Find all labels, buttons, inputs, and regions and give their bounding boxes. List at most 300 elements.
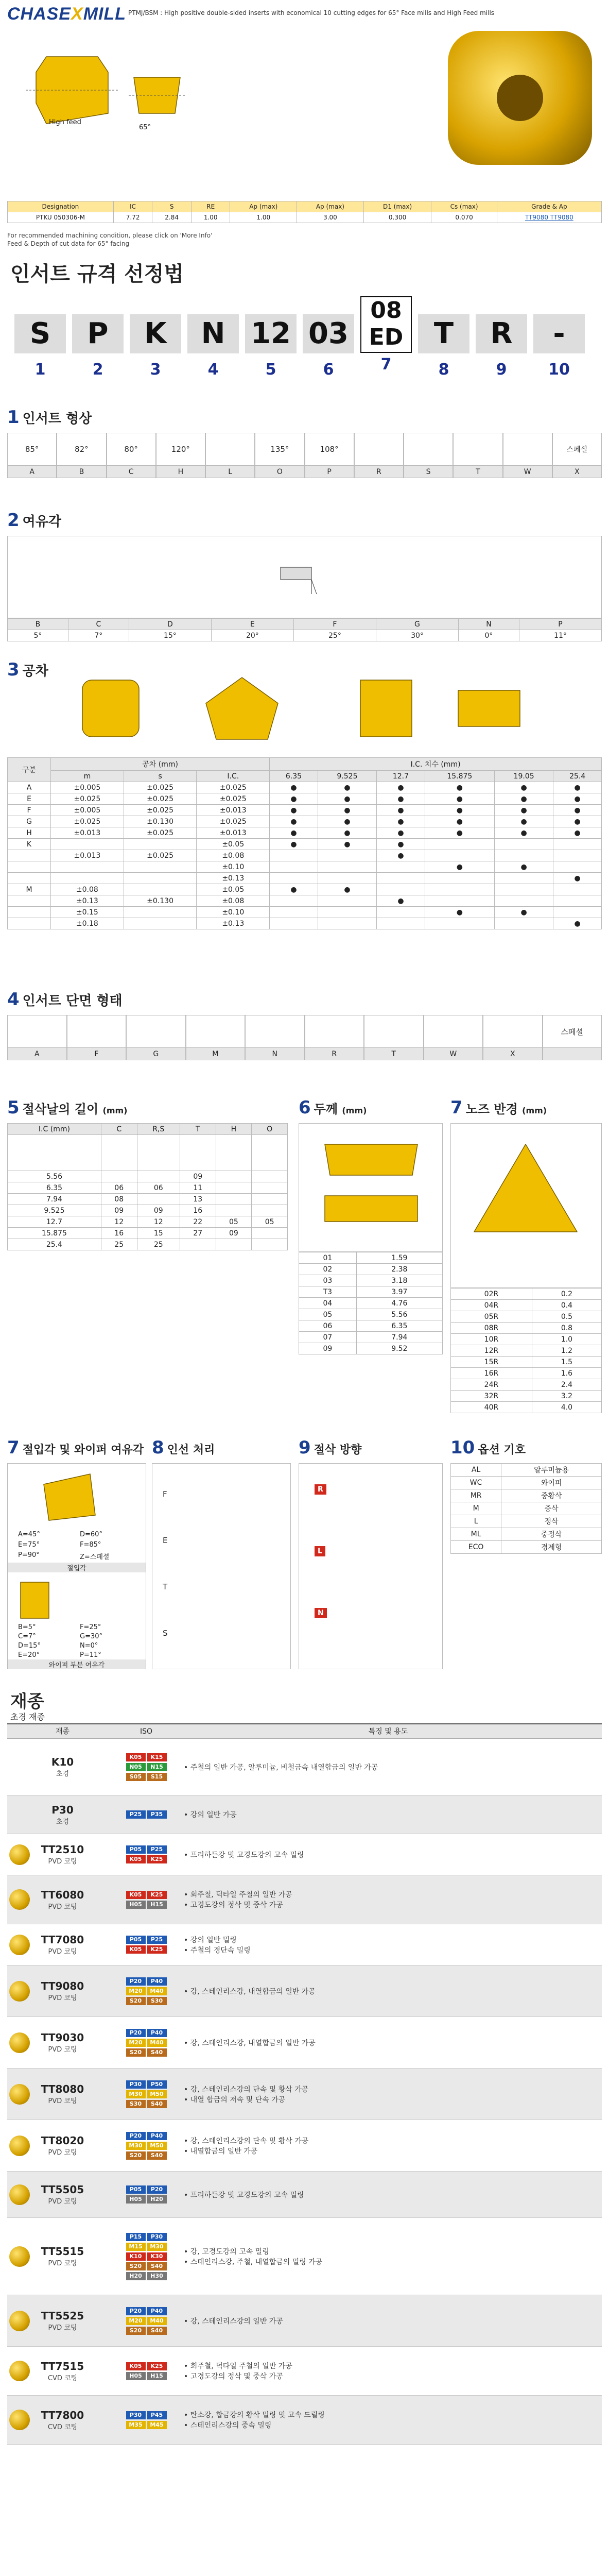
tol-cell (553, 861, 602, 873)
tol-cell: ● (318, 827, 376, 839)
option-cell: 중정삭 (501, 1528, 602, 1541)
grade-desc-line: • 강, 스테인리스강의 단속 및 황삭 가공 (184, 2137, 309, 2145)
code-letter-4: N (187, 314, 239, 353)
clearance-code: N (459, 619, 519, 630)
option-cell: 정삭 (501, 1515, 602, 1528)
tol-cell: ±0.10 (197, 907, 270, 918)
edge-len-cell: 25 (137, 1239, 180, 1250)
code-letter-1: S (14, 314, 66, 353)
edge-len-cell (180, 1239, 216, 1250)
iso-badge: M50 (147, 2142, 167, 2150)
iso-badge: P15 (126, 2233, 146, 2241)
iso-badge: N05 (126, 1763, 146, 1771)
iso-badge: K05 (126, 2362, 146, 2370)
grade-coin-icon (9, 1981, 30, 2002)
tol-row (8, 827, 602, 839)
cut-dir-r (315, 1484, 337, 1495)
tol-cell (494, 895, 553, 907)
nose-radius-cell: 0.5 (532, 1311, 601, 1323)
iso-badge: P40 (147, 2307, 167, 2315)
grade-desc-text: 강, 스테인리스강, 내열합금의 일반 가공 (190, 2039, 316, 2047)
nose-radius-row (451, 1289, 602, 1300)
grade-code: TT5505 (41, 2183, 84, 2196)
grade-row (7, 2172, 602, 2218)
section-type-label: R (305, 1047, 364, 1060)
section-10-title: 10 옵션 기호 (450, 1437, 526, 1458)
edge-len-cell: 9.525 (8, 1205, 101, 1216)
grade-coin-icon (9, 2410, 30, 2430)
tolerance-table (7, 757, 602, 929)
grade-desc-text: 고경도강의 정삭 및 중삭 가공 (190, 1901, 283, 1909)
grade-desc-text: 강, 스테인리스강의 단속 및 황삭 가공 (190, 2137, 309, 2145)
section-type (543, 1015, 602, 1060)
iso-badge: K05 (126, 1945, 146, 1954)
tol-cell: ±0.15 (51, 907, 124, 918)
iso-badge: S40 (147, 2151, 167, 2160)
section-5-title: 5 절삭날의 길이 (mm) (7, 1097, 128, 1118)
iso-badge: M35 (126, 2421, 146, 2429)
grade-desc-text: 강, 스테인리스강, 내열합금의 일반 가공 (190, 1987, 316, 1996)
shape-label-x: X (553, 465, 601, 478)
section-shape-row (7, 1015, 602, 1060)
high-feed-label: High feed (49, 118, 81, 126)
grade-desc-line: • 강의 일반 가공 (184, 1811, 237, 1819)
grade-row (7, 1924, 602, 1965)
shape-label-l: L (206, 465, 254, 478)
iso-badge: P45 (147, 2411, 167, 2419)
thickness-row (299, 1320, 443, 1332)
iso-badge: M15 (126, 2243, 146, 2251)
grade-row (7, 2218, 602, 2295)
tol-cell: ● (494, 861, 553, 873)
shape-angle-b: 82° (75, 445, 89, 454)
tol-cell (124, 861, 197, 873)
grade-coin-icon (9, 1844, 30, 1865)
grade-desc-line: • 스테인리스강의 중속 밀링 (184, 2421, 272, 2430)
iso-badge: M30 (147, 2243, 167, 2251)
tol-cell (8, 907, 51, 918)
tol-cell: ● (494, 805, 553, 816)
tol-cell: ● (270, 805, 318, 816)
iso-badge: P35 (147, 1810, 167, 1819)
thickness-cell: 9.52 (356, 1343, 442, 1354)
grade-desc (175, 2069, 602, 2120)
shape-label-b: B (57, 465, 106, 478)
tol-cell: ±0.025 (124, 793, 197, 805)
tol-cell (318, 907, 376, 918)
iso-badge: K25 (147, 1855, 167, 1863)
grade-row (7, 1875, 602, 1924)
thickness-cell: 3.18 (356, 1275, 442, 1286)
iso-badge: S20 (126, 2151, 146, 2160)
code-number-7: 7 (380, 355, 392, 374)
clearance-code: E (211, 619, 293, 630)
tol-cell (51, 861, 124, 873)
edge-len-cell: 16 (180, 1205, 216, 1216)
tol-cell: ● (270, 839, 318, 850)
edge-len-cell (216, 1171, 252, 1182)
nose-radius-cell: 04R (451, 1300, 532, 1311)
edge-prep-label: S (163, 1629, 168, 1638)
iso-badge: P20 (126, 2132, 146, 2140)
shape-t (453, 433, 502, 478)
tol-header: 공차 (mm) (51, 758, 270, 771)
tol-cell: ±0.13 (197, 918, 270, 929)
tol-subheader: 6.35 (270, 771, 318, 782)
tol-cell: ±0.05 (197, 839, 270, 850)
option-cell: 중황삭 (501, 1489, 602, 1502)
tol-cell: M (8, 884, 51, 895)
shape-label-t: T (454, 465, 502, 478)
tol-subheader: 19.05 (494, 771, 553, 782)
iso-badge: P30 (126, 2411, 146, 2419)
grade-name (7, 2347, 118, 2395)
grade-desc-line: • 강의 일반 밀링 (184, 1936, 237, 1944)
nose-radius-cell: 40R (451, 1402, 532, 1413)
thickness-cell: 07 (299, 1332, 357, 1343)
iso-badge: M40 (147, 1987, 167, 1995)
grade-desc-line: • 강, 스테인리스강, 내열합금의 일반 가공 (184, 2039, 316, 2047)
insert-photo (448, 31, 592, 165)
grade-iso (118, 1795, 175, 1834)
shape-p-icon (320, 445, 339, 454)
tol-cell: K (8, 839, 51, 850)
edge-len-cell: 7.94 (8, 1194, 101, 1205)
grade-iso (118, 2396, 175, 2444)
grade-row (7, 2120, 602, 2172)
nose-radius-box (450, 1123, 602, 1288)
thickness-row (299, 1298, 443, 1309)
option-cell: MR (451, 1489, 501, 1502)
section-type-label: F (67, 1047, 126, 1060)
tol-cell (51, 839, 124, 850)
edge-len-cell (216, 1182, 252, 1194)
edge-prep-s (163, 1629, 183, 1638)
tol-cell: ● (270, 816, 318, 827)
edge-len-header: T (180, 1124, 216, 1135)
tol-ic-header: I.C. 치수 (mm) (270, 758, 602, 771)
clearance-code: P (519, 619, 601, 630)
grade-coin-icon (9, 2361, 30, 2381)
thickness-cell: 06 (299, 1320, 357, 1332)
tol-cell: ● (553, 827, 602, 839)
grade-code: P30 (51, 1803, 74, 1816)
edge-prep-e (163, 1536, 183, 1545)
iso-badge: S20 (126, 2327, 146, 2335)
edge-len-cell: 25 (101, 1239, 137, 1250)
tol-cell: ● (553, 793, 602, 805)
insert-drawing (15, 41, 201, 149)
grade-desc (175, 2347, 602, 2395)
shape-w (503, 433, 552, 478)
nose-radius-cell: 08R (451, 1323, 532, 1334)
section-type-label: G (127, 1047, 185, 1060)
tol-cell: G (8, 816, 51, 827)
shape-b (57, 433, 106, 478)
iso-badge: S20 (126, 2262, 146, 2270)
cut-dir-l (315, 1546, 336, 1556)
tol-cell (377, 873, 425, 884)
edge-len-cell (216, 1194, 252, 1205)
section-type (424, 1015, 483, 1060)
edge-len-header: C (101, 1124, 137, 1135)
edge-len-cell: 05 (216, 1216, 252, 1228)
iso-badge: S15 (147, 1773, 167, 1781)
grade-iso (118, 2347, 175, 2395)
tol-cell: ● (494, 816, 553, 827)
tol-cell: ● (377, 895, 425, 907)
grade-desc-text: 스테인리스강의 중속 밀링 (190, 2421, 272, 2430)
tol-cell: ±0.013 (51, 850, 124, 861)
tolerance-drawing (72, 670, 535, 747)
tol-cell: ● (318, 816, 376, 827)
shape-o-icon (270, 445, 289, 454)
tol-cell: ● (270, 793, 318, 805)
cutting-edge-table (7, 1123, 288, 1250)
section-type-label: N (246, 1047, 304, 1060)
edge-len-cell (101, 1171, 137, 1182)
grade-desc (175, 2120, 602, 2171)
section-type (7, 1015, 67, 1060)
tol-cell (553, 884, 602, 895)
tol-cell: ● (377, 827, 425, 839)
grade-coin-icon (9, 1889, 30, 1910)
tol-cell: ● (377, 805, 425, 816)
tol-cell: ±0.013 (197, 827, 270, 839)
option-row (451, 1489, 602, 1502)
tol-cell: ● (377, 839, 425, 850)
edge-len-cell (137, 1194, 180, 1205)
tol-cell: ● (494, 793, 553, 805)
code-letter-8: T (418, 314, 469, 353)
tol-row (8, 873, 602, 884)
clearance-angle: 15° (129, 630, 211, 641)
grade-desc-line: • 스테인리스강, 주철, 내열합금의 밀링 가공 (184, 2258, 323, 2266)
grade-desc (175, 1875, 602, 1924)
grade-coin-icon (9, 1935, 30, 1955)
tol-cell (494, 918, 553, 929)
section-8-title: 8 인선 처리 (152, 1437, 215, 1458)
nose-radius-cell: 1.5 (532, 1357, 601, 1368)
edge-len-cell: 16 (101, 1228, 137, 1239)
edge-len-cell: 13 (180, 1194, 216, 1205)
tol-cell: ±0.025 (51, 816, 124, 827)
tol-cell: ● (377, 782, 425, 793)
grade-name (7, 1875, 118, 1924)
tol-cell (270, 895, 318, 907)
shape-a (7, 433, 57, 478)
grade-desc-text: 강, 고경도강의 고속 밀링 (190, 2247, 269, 2256)
thickness-cell: 4.76 (356, 1298, 442, 1309)
tol-cell: ±0.130 (124, 895, 197, 907)
thickness-icon (304, 1129, 438, 1247)
tol-cell (8, 861, 51, 873)
iso-badge: P25 (147, 1936, 167, 1944)
grade-iso (118, 2218, 175, 2295)
header-bar (7, 4, 602, 24)
edge-len-shape (137, 1135, 180, 1171)
grade-code: TT9030 (41, 2031, 84, 2044)
note-2: Feed & Depth of cut data for 65° facing (7, 240, 130, 247)
grade-row (7, 1739, 602, 1795)
shape-o (255, 433, 304, 478)
nose-radius-cell: 2.4 (532, 1379, 601, 1391)
shape-label-s: S (404, 465, 453, 478)
nose-radius-cell: 24R (451, 1379, 532, 1391)
tol-cell (124, 839, 197, 850)
iso-badge: P30 (126, 2080, 146, 2089)
thickness-cell: 1.59 (356, 1252, 442, 1264)
section-type-label: A (8, 1047, 66, 1060)
tol-cell: ● (318, 782, 376, 793)
tol-subheader: 9.525 (318, 771, 376, 782)
thickness-cell: 7.94 (356, 1332, 442, 1343)
grade-row (7, 1834, 602, 1875)
option-cell: 경제형 (501, 1541, 602, 1554)
shape-h (156, 433, 205, 478)
thickness-cell: 5.56 (356, 1309, 442, 1320)
iso-badge: K30 (147, 2252, 167, 2261)
grade-desc-text: 탄소강, 합금강의 황삭 밀링 및 고속 드릴링 (190, 2411, 325, 2419)
grade-name (7, 1834, 118, 1875)
tol-cell (124, 873, 197, 884)
tol-cell (8, 918, 51, 929)
code-number-8: 8 (438, 361, 449, 379)
edge-len-cell: 12.7 (8, 1216, 101, 1228)
section-7-title: 7 노즈 반경 (mm) (450, 1097, 547, 1118)
iso-badge: M20 (126, 2039, 146, 2047)
grade-type: PVD 코팅 (48, 1994, 77, 2002)
thickness-row (299, 1264, 443, 1275)
section-1-title: 1 인서트 형상 (7, 407, 92, 428)
brand-logo: CHASEXMILL (7, 4, 127, 24)
grade-name (7, 2069, 118, 2120)
tol-cell: ±0.025 (197, 793, 270, 805)
tol-row (8, 907, 602, 918)
tol-cell (270, 918, 318, 929)
shape-label-c: C (107, 465, 155, 478)
grade-link[interactable]: TT9080 TT9080 (497, 212, 601, 223)
tol-cell: ±0.130 (124, 816, 197, 827)
section-special-label: 스페셜 (561, 1027, 583, 1037)
iso-badge: P50 (147, 2080, 167, 2089)
nose-radius-cell: 32R (451, 1391, 532, 1402)
tol-cell (377, 918, 425, 929)
grade-desc (175, 1739, 602, 1795)
grade-name (7, 2396, 118, 2444)
section-type-label: X (483, 1047, 542, 1060)
grade-name (7, 2017, 118, 2068)
tol-cell: ● (270, 884, 318, 895)
tol-cell: ±0.005 (51, 805, 124, 816)
grade-desc (175, 2017, 602, 2068)
tol-cell (425, 918, 494, 929)
shape-label-p: P (305, 465, 354, 478)
tol-cell (377, 884, 425, 895)
iso-badge: M30 (126, 2142, 146, 2150)
edge-len-cell: 09 (137, 1205, 180, 1216)
tol-cell (270, 907, 318, 918)
option-cell: 알루미늄용 (501, 1464, 602, 1477)
iso-badge: S05 (126, 1773, 146, 1781)
section-7b-title: 7 절입각 및 와이퍼 여유각 (7, 1437, 144, 1458)
grade-iso (118, 2172, 175, 2217)
nose-radius-row (451, 1323, 602, 1334)
iso-badge: M30 (126, 2090, 146, 2098)
grade-iso (118, 1965, 175, 2016)
grade-desc-line: • 회주철, 덕타일 주철의 일반 가공 (184, 2362, 292, 2370)
section-type-label: W (424, 1047, 483, 1060)
tol-cell (553, 839, 602, 850)
grade-row (7, 1795, 602, 1834)
shape-angle-c: 80° (124, 445, 138, 454)
edge-len-cell (252, 1228, 288, 1239)
clearance-angle-icon (275, 557, 337, 598)
tol-cell (377, 861, 425, 873)
edge-len-cell: 12 (101, 1216, 137, 1228)
grade-type: CVD 코팅 (47, 2423, 78, 2431)
tol-cell: ● (425, 907, 494, 918)
iso-badge: H05 (126, 2372, 146, 2380)
grade-row (7, 2295, 602, 2347)
edge-len-row (8, 1171, 288, 1182)
code-number-9: 9 (496, 361, 507, 379)
grade-type: PVD 코팅 (48, 2046, 77, 2054)
grades-subtitle: 초경 재종 (10, 1712, 45, 1722)
grade-code: TT6080 (41, 1888, 84, 1901)
clearance-angle: 25° (293, 630, 376, 641)
grade-desc-line: • 프리하든강 및 고경도강의 고속 밀링 (184, 1851, 304, 1859)
shape-h-icon (171, 445, 190, 454)
grade-iso (118, 1924, 175, 1965)
shape-label-h: H (156, 465, 205, 478)
grade-desc-line: • 회주철, 덕타일 주철의 일반 가공 (184, 1891, 292, 1899)
nose-radius-cell: 15R (451, 1357, 532, 1368)
thickness-row (299, 1343, 443, 1354)
option-cell: ML (451, 1528, 501, 1541)
grade-name (7, 2172, 118, 2217)
iso-badge: M20 (126, 1987, 146, 1995)
tol-subheader: 12.7 (377, 771, 425, 782)
grades-title: 재종 (10, 1691, 44, 1712)
thickness-cell: 6.35 (356, 1320, 442, 1332)
iso-badge: P05 (126, 1936, 146, 1944)
thickness-row (299, 1252, 443, 1264)
thickness-cell: 3.97 (356, 1286, 442, 1298)
tol-cell: ±0.025 (51, 793, 124, 805)
nose-radius-cell: 0.8 (532, 1323, 601, 1334)
grade-desc-line: • 강, 스테인리스강의 일반 가공 (184, 2317, 283, 2326)
tol-cell (8, 873, 51, 884)
shape-r (354, 433, 404, 478)
edge-len-cell: 09 (180, 1171, 216, 1182)
section-2-title: 2 여유각 (7, 510, 62, 531)
edge-len-cell (252, 1205, 288, 1216)
tol-cell (425, 873, 494, 884)
tol-cell: ● (425, 861, 494, 873)
grade-coin-icon (9, 2032, 30, 2053)
clearance-angle: 5° (8, 630, 68, 641)
nose-radius-cell: 4.0 (532, 1402, 601, 1413)
grade-code: TT8020 (41, 2134, 84, 2147)
thickness-cell: 01 (299, 1252, 357, 1264)
shape-label-w: W (503, 465, 552, 478)
grade-type: PVD 코팅 (48, 2260, 77, 2267)
iso-badge: K05 (126, 1855, 146, 1863)
grade-desc-text: 주철의 일반 가공, 알루미늄, 비철금속 내열합금의 일반 가공 (190, 1763, 378, 1772)
thickness-box (299, 1123, 443, 1252)
option-table (450, 1463, 602, 1554)
